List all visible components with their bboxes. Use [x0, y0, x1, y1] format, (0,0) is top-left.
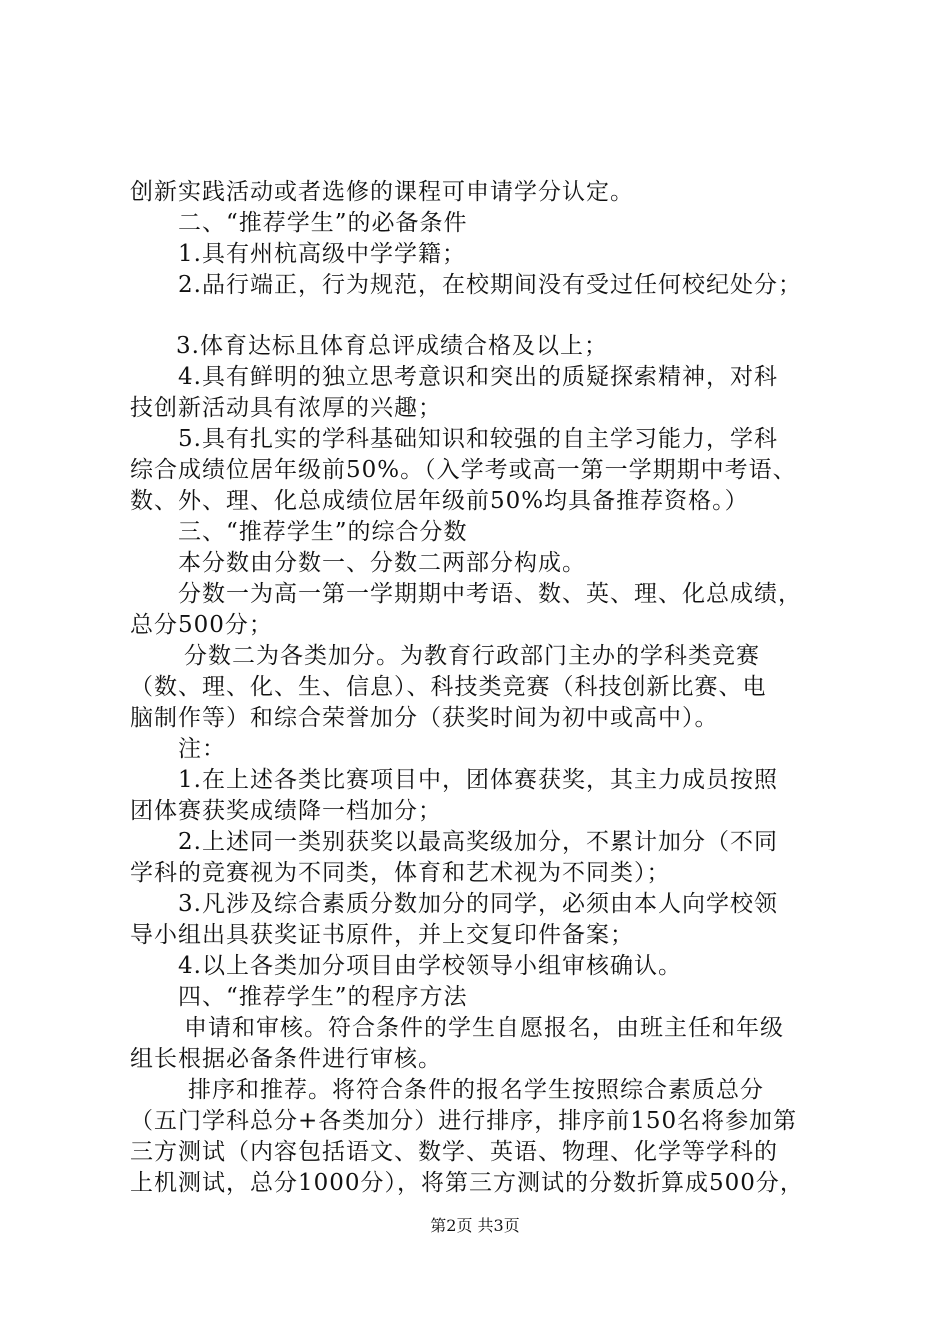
text-line: 3.体育达标且体育总评成绩合格及以上；: [176, 333, 608, 359]
text-line: 学科的竞赛视为不同类，体育和艺术视为不同类）；: [130, 860, 671, 886]
text-line: 总分500分；: [130, 612, 273, 638]
text-line: 三方测试（内容包括语文、数学、英语、物理、化学等学科的: [130, 1139, 778, 1165]
text-line: 本分数由分数一、分数二两部分构成。: [178, 550, 586, 576]
text-line: （五门学科总分+各类加分）进行排序，排序前150名将参加第: [130, 1108, 798, 1134]
text-line: 4.以上各类加分项目由学校领导小组审核确认。: [178, 953, 682, 979]
text-line: 分数一为高一第一学期期中考语、数、英、理、化总成绩，: [178, 581, 802, 607]
page-footer: 第2页 共3页: [430, 1216, 520, 1235]
text-line: 分数二为各类加分。为教育行政部门主办的学科类竞赛: [184, 643, 760, 669]
text-line: 2.上述同一类别获奖以最高奖级加分，不累计加分（不同: [178, 829, 778, 855]
text-line: 1.具有州杭高级中学学籍；: [178, 241, 466, 267]
text-line: 注：: [178, 736, 226, 762]
text-line: 上机测试，总分1000分），将第三方测试的分数折算成500分，: [130, 1170, 804, 1196]
section-heading: 四、“推荐学生”的程序方法: [178, 984, 468, 1010]
text-line: 团体赛获奖成绩降一档加分；: [130, 798, 442, 824]
text-line: 技创新活动具有浓厚的兴趣；: [130, 395, 442, 421]
text-line: 数、外、理、化总成绩位居年级前50%均具备推荐资格。）: [130, 488, 749, 514]
text-line: 脑制作等）和综合荣誉加分（获奖时间为初中或高中）。: [130, 705, 719, 731]
text-line: 综合成绩位居年级前50%。（入学考或高一第一学期期中考语、: [130, 457, 797, 483]
text-line: 申请和审核。符合条件的学生自愿报名，由班主任和年级: [184, 1015, 784, 1041]
section-heading: 二、“推荐学生”的必备条件: [178, 210, 468, 236]
text-line: （数、理、化、生、信息）、科技类竞赛（科技创新比赛、电: [130, 674, 767, 700]
text-line: 创新实践活动或者选修的课程可申请学分认定。: [130, 179, 634, 205]
section-heading: 三、“推荐学生”的综合分数: [178, 519, 468, 545]
text-line: 1.在上述各类比赛项目中，团体赛获奖，其主力成员按照: [178, 767, 778, 793]
text-line: 3.凡涉及综合素质分数加分的同学，必须由本人向学校领: [178, 891, 778, 917]
text-line: 排序和推荐。将符合条件的报名学生按照综合素质总分: [188, 1077, 764, 1103]
text-line: 4.具有鲜明的独立思考意识和突出的质疑探索精神，对科: [178, 364, 778, 390]
text-line: 组长根据必备条件进行审核。: [130, 1046, 442, 1072]
text-line: 导小组出具获奖证书原件，并上交复印件备案；: [130, 922, 634, 948]
text-line: 2.品行端正，行为规范，在校期间没有受过任何校纪处分；: [178, 272, 802, 298]
text-line: 5.具有扎实的学科基础知识和较强的自主学习能力，学科: [178, 426, 778, 452]
